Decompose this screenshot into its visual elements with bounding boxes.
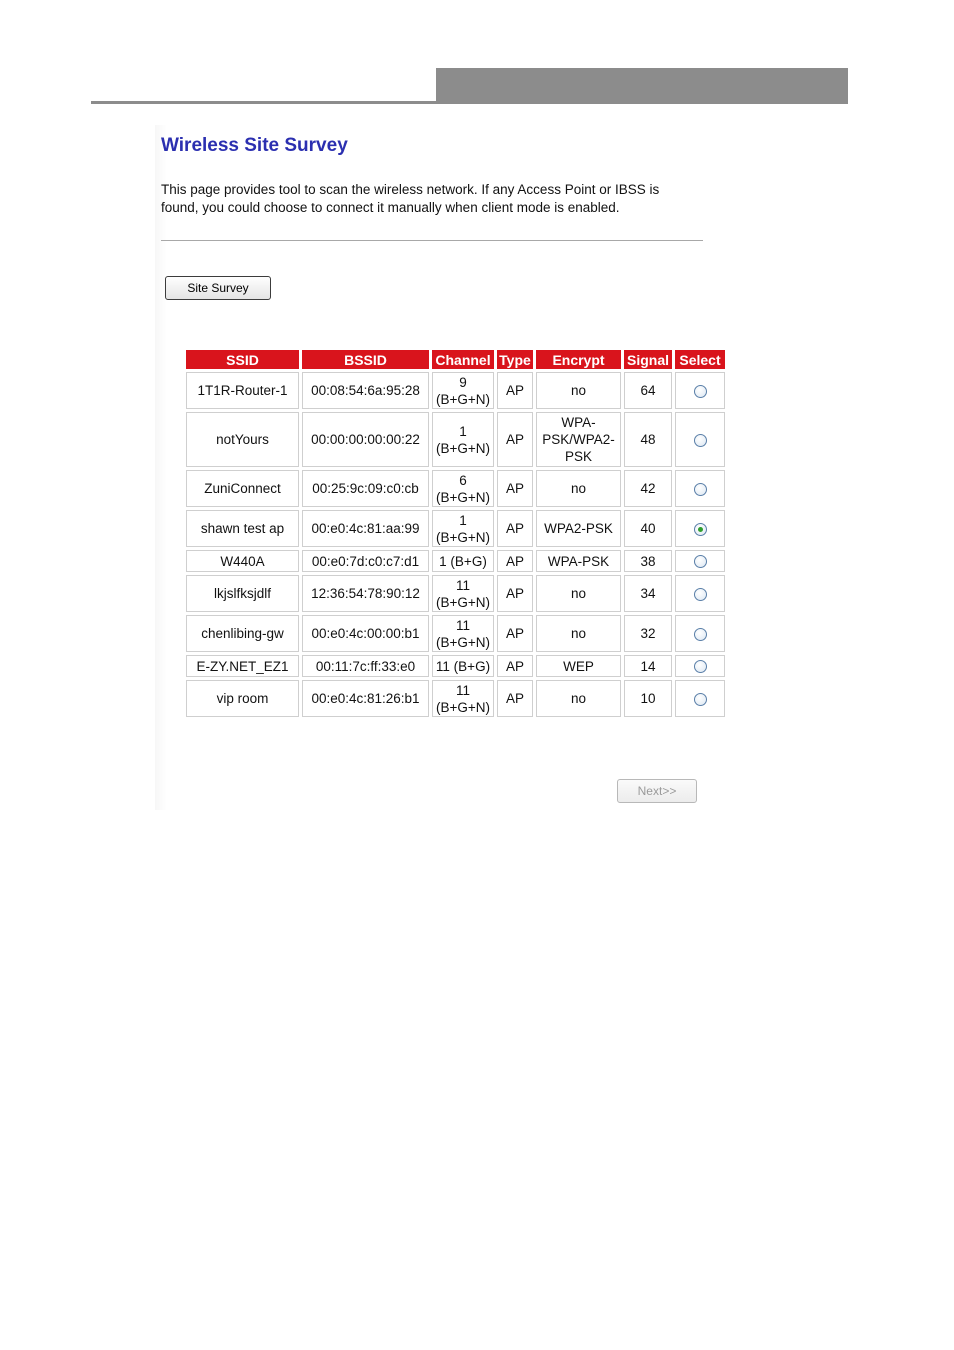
signal-cell: 32 — [624, 615, 672, 652]
channel-cell-line: 11 — [455, 682, 470, 698]
ssid-cell: vip room — [186, 680, 299, 717]
divider — [161, 240, 703, 241]
select-cell — [675, 412, 725, 467]
encrypt-cell — [536, 510, 621, 547]
bssid-cell: 00:e0:4c:00:00:b1 — [302, 615, 429, 652]
header-rule — [91, 101, 848, 104]
signal-cell: 64 — [624, 372, 672, 409]
select-cell — [675, 575, 725, 612]
column-header-signal: Signal — [624, 350, 672, 369]
signal-cell: 48 — [624, 412, 672, 467]
table-row[interactable] — [186, 372, 725, 409]
select-cell — [675, 550, 725, 572]
channel-cell — [432, 412, 494, 467]
ssid-cell: notYours — [186, 412, 299, 467]
ssid-cell: W440A — [186, 550, 299, 572]
encrypt-cell-line: PSK/WPA2- — [542, 432, 615, 447]
page-title: Wireless Site Survey — [161, 135, 348, 156]
type-cell: AP — [497, 412, 533, 467]
select-radio[interactable] — [694, 483, 707, 496]
type-cell: AP — [497, 655, 533, 677]
channel-cell-line: 1 — [459, 423, 467, 439]
ssid-cell: E-ZY.NET_EZ1 — [186, 655, 299, 677]
channel-cell-line: (B+G+N) — [435, 440, 490, 456]
encrypt-cell-line: no — [570, 383, 587, 398]
encrypt-cell-line: no — [570, 586, 587, 601]
table-row[interactable] — [186, 412, 725, 467]
table-row[interactable] — [186, 550, 725, 572]
next-button[interactable]: Next>> — [617, 779, 697, 803]
encrypt-cell — [536, 412, 621, 467]
bssid-cell: 00:25:9c:09:c0:cb — [302, 470, 429, 507]
column-header-bssid: BSSID — [302, 350, 429, 369]
encrypt-cell — [536, 680, 621, 717]
select-cell — [675, 510, 725, 547]
type-cell: AP — [497, 510, 533, 547]
ssid-cell: 1T1R-Router-1 — [186, 372, 299, 409]
channel-cell-line: (B+G+N) — [435, 594, 490, 610]
channel-cell-line: 6 — [459, 472, 467, 488]
table-header-row — [186, 350, 725, 369]
column-header-encrypt: Encrypt — [536, 350, 621, 369]
select-radio[interactable] — [694, 628, 707, 641]
table-row[interactable] — [186, 655, 725, 677]
select-radio[interactable] — [694, 693, 707, 706]
signal-cell: 10 — [624, 680, 672, 717]
bssid-cell: 00:e0:7d:c0:c7:d1 — [302, 550, 429, 572]
table-row[interactable] — [186, 615, 725, 652]
signal-cell: 42 — [624, 470, 672, 507]
type-cell: AP — [497, 575, 533, 612]
column-header-ssid: SSID — [186, 350, 299, 369]
bssid-cell: 00:11:7c:ff:33:e0 — [302, 655, 429, 677]
column-header-channel: Channel — [432, 350, 494, 369]
type-cell: AP — [497, 550, 533, 572]
table-row[interactable] — [186, 575, 725, 612]
encrypt-cell — [536, 615, 621, 652]
bssid-cell: 00:08:54:6a:95:28 — [302, 372, 429, 409]
signal-cell: 14 — [624, 655, 672, 677]
select-cell — [675, 372, 725, 409]
ssid-cell: lkjslfksjdlf — [186, 575, 299, 612]
channel-cell-line: 1 (B+G) — [439, 553, 487, 569]
channel-cell-line: (B+G+N) — [435, 529, 490, 545]
encrypt-cell-line: PSK — [564, 449, 592, 464]
encrypt-cell-line: WPA- — [561, 415, 596, 430]
channel-cell — [432, 510, 494, 547]
type-cell: AP — [497, 615, 533, 652]
site-survey-button[interactable]: Site Survey — [165, 276, 271, 300]
encrypt-cell — [536, 372, 621, 409]
encrypt-cell — [536, 550, 621, 572]
encrypt-cell-line: no — [570, 691, 587, 706]
select-radio[interactable] — [694, 385, 707, 398]
encrypt-cell-line: no — [570, 626, 587, 641]
type-cell: AP — [497, 372, 533, 409]
encrypt-cell — [536, 655, 621, 677]
select-radio[interactable] — [694, 588, 707, 601]
ssid-cell: chenlibing-gw — [186, 615, 299, 652]
select-cell — [675, 655, 725, 677]
channel-cell — [432, 470, 494, 507]
type-cell: AP — [497, 470, 533, 507]
channel-cell — [432, 655, 494, 677]
column-header-select: Select — [675, 350, 725, 369]
signal-cell: 34 — [624, 575, 672, 612]
select-radio[interactable] — [694, 523, 707, 536]
column-header-type: Type — [497, 350, 533, 369]
select-radio[interactable] — [694, 555, 707, 568]
select-radio[interactable] — [694, 660, 707, 673]
select-radio[interactable] — [694, 434, 707, 447]
site-survey-table — [183, 347, 728, 720]
encrypt-cell-line: no — [570, 481, 587, 496]
page-description: This page provides tool to scan the wireless network. If any Access Point or IBSS is found, you could choose to connect it manually when client mode is enabled. — [161, 182, 660, 215]
table-row[interactable] — [186, 680, 725, 717]
channel-cell-line: 9 — [459, 374, 467, 390]
table-row[interactable] — [186, 510, 725, 547]
channel-cell — [432, 372, 494, 409]
channel-cell — [432, 680, 494, 717]
header-bar — [436, 68, 848, 104]
channel-cell-line: (B+G+N) — [435, 489, 490, 505]
select-cell — [675, 680, 725, 717]
encrypt-cell — [536, 575, 621, 612]
select-cell — [675, 470, 725, 507]
encrypt-cell-line: WPA2-PSK — [544, 521, 613, 536]
channel-cell-line: (B+G+N) — [435, 391, 490, 407]
table-row[interactable] — [186, 470, 725, 507]
ssid-cell: shawn test ap — [186, 510, 299, 547]
channel-cell-line: 11 (B+G) — [435, 658, 491, 674]
channel-cell — [432, 575, 494, 612]
signal-cell: 40 — [624, 510, 672, 547]
channel-cell-line: 11 — [455, 617, 470, 633]
select-cell — [675, 615, 725, 652]
channel-cell-line: (B+G+N) — [435, 634, 490, 650]
ssid-cell: ZuniConnect — [186, 470, 299, 507]
bssid-cell: 12:36:54:78:90:12 — [302, 575, 429, 612]
channel-cell — [432, 550, 494, 572]
bssid-cell: 00:e0:4c:81:aa:99 — [302, 510, 429, 547]
channel-cell-line: 11 — [455, 577, 470, 593]
channel-cell-line: 1 — [459, 512, 467, 528]
bssid-cell: 00:e0:4c:81:26:b1 — [302, 680, 429, 717]
encrypt-cell — [536, 470, 621, 507]
encrypt-cell-line: WEP — [563, 658, 594, 674]
type-cell: AP — [497, 680, 533, 717]
encrypt-cell-line: WPA-PSK — [547, 553, 610, 569]
signal-cell: 38 — [624, 550, 672, 572]
bssid-cell: 00:00:00:00:00:22 — [302, 412, 429, 467]
channel-cell-line: (B+G+N) — [435, 699, 490, 715]
channel-cell — [432, 615, 494, 652]
